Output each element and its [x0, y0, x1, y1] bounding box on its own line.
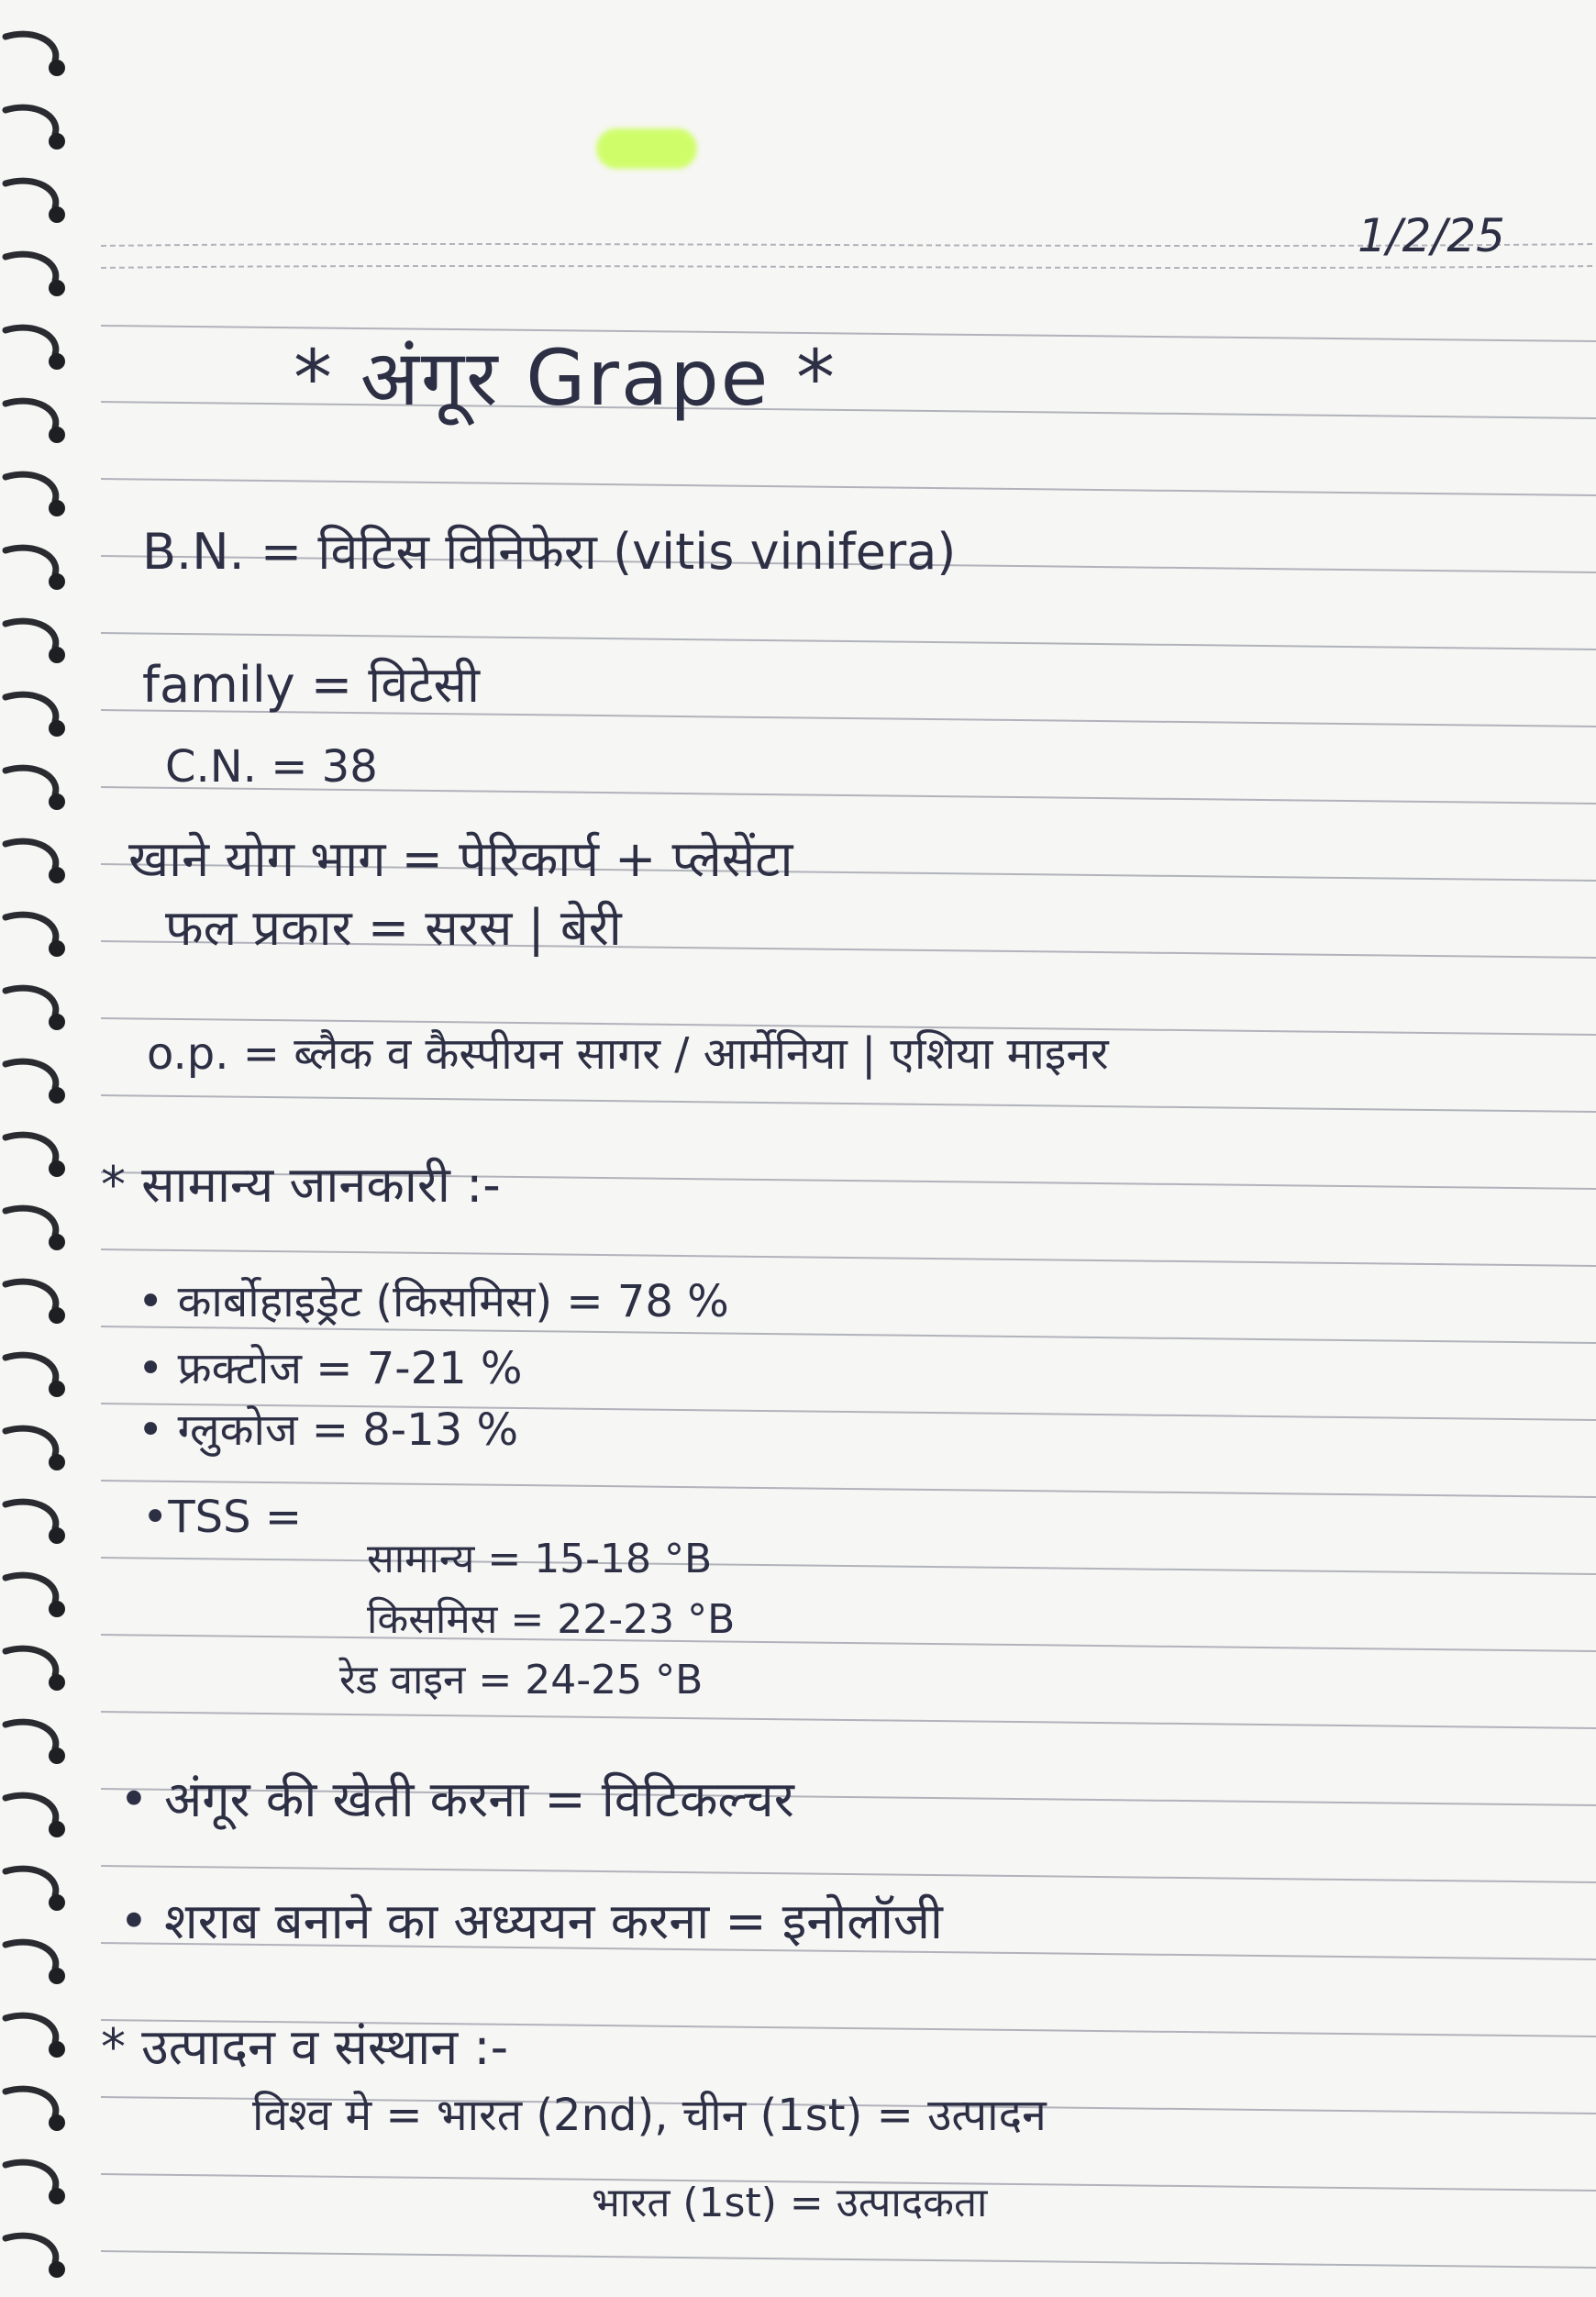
spiral-binding — [0, 0, 101, 2297]
list-item: • ग्लुकोज = 8-13 % — [138, 1404, 519, 1456]
note-date: 1/2/25 — [1358, 209, 1505, 262]
india-productivity: भारत (1st) = उत्पादकता — [592, 2180, 988, 2226]
tss-row: सामान्य = 15-18 °B — [367, 1536, 713, 1582]
page-title: * अंगूर Grape * — [294, 333, 837, 423]
tss-row: किसमिस = 22-23 °B — [367, 1596, 736, 1643]
oenology-note: • शराब बनाने का अध्ययन करना = इनोलॉजी — [119, 1892, 943, 1950]
viticulture-note: • अंगूर की खेती करना = विटिकल्चर — [119, 1770, 794, 1828]
edible-part: खाने योग भाग = पेरिकार्प + प्लेसेंटा — [128, 830, 793, 888]
family-name: family = विटेसी — [142, 656, 480, 714]
list-item: • फ्रक्टोज = 7-21 % — [138, 1343, 523, 1394]
origin-place: o.p. = ब्लैक व कैस्पीयन सागर / आर्मेनिया | एशिया माइनर — [147, 1028, 1109, 1080]
botanical-name: B.N. = विटिस विनिफेरा (vitis vinifera) — [142, 523, 957, 581]
production-heading: * उत्पादन व संस्थान :- — [101, 2018, 509, 2076]
list-item: • कार्बोहाइड्रेट (किसमिस) = 78 % — [138, 1276, 729, 1327]
highlighter-mark — [596, 128, 697, 169]
general-info-heading: * सामान्य जानकारी :- — [101, 1156, 501, 1214]
world-production: विश्व मे = भारत (2nd), चीन (1st) = उत्पादन — [252, 2090, 1047, 2141]
chromosome-number: C.N. = 38 — [165, 741, 378, 793]
fruit-type: फल प्रकार = सरस | बेरी — [165, 899, 622, 957]
tss-label: •TSS = — [142, 1492, 303, 1543]
tss-row: रेड वाइन = 24-25 °B — [339, 1657, 704, 1703]
